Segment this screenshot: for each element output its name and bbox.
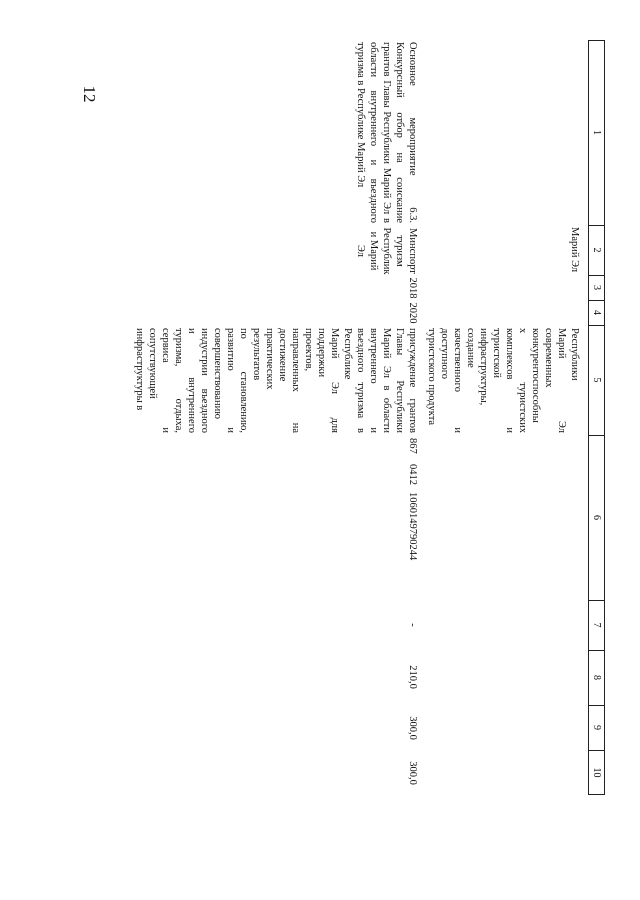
header-col-6: 6 xyxy=(591,515,602,520)
header-col-2: 2 xyxy=(591,247,602,253)
amount-col-9: 300,0 xyxy=(407,716,418,740)
text-line: индустрии въездного xyxy=(199,328,210,433)
text-line: внутреннего и xyxy=(368,328,379,433)
measure-title: Основное мероприятие 6.3. Конкурсный отбор на соискание грантов Главы Республики Марий Эл в области внутреннего и въездного туризма в Республике Марий Эл xyxy=(355,42,418,223)
text-line: туризма, отдыха, xyxy=(173,328,184,433)
header-col-7: 7 xyxy=(591,622,602,628)
page-number: 12 xyxy=(80,85,99,103)
row-top-executor: Марий Эл xyxy=(569,227,580,273)
row-top-description xyxy=(425,328,581,433)
text-line: сопутствующей xyxy=(147,328,158,399)
text-line: доступного xyxy=(439,328,450,379)
text-line: инфраструктуры, xyxy=(478,328,489,406)
header-col-3: 3 xyxy=(591,285,602,290)
text-line: совершенствованию xyxy=(212,328,223,420)
text-line: практических xyxy=(264,328,275,390)
header-divider xyxy=(589,794,604,795)
start-year: 2018 xyxy=(407,277,418,299)
amount-col-7: - xyxy=(407,623,418,627)
text-line: комплексов и xyxy=(504,328,515,433)
column-number-header-row xyxy=(588,40,605,795)
text-line: Марий Эл для xyxy=(329,328,340,433)
text-line: поддержки xyxy=(316,328,327,378)
text-line: сервиса и xyxy=(160,328,171,433)
text-line: качественного и xyxy=(452,328,463,433)
text-line: и внутреннего xyxy=(186,328,197,433)
end-year: 2020 xyxy=(407,302,418,324)
amount-col-10: 300,0 xyxy=(407,761,418,785)
text-line: по становлению, xyxy=(238,328,249,433)
text-line: конкурентоспособны xyxy=(530,328,541,423)
text-line: развитию и xyxy=(225,328,236,433)
header-col-5: 5 xyxy=(591,377,602,383)
amount-col-8: 210,0 xyxy=(407,665,418,689)
text-line: Республики xyxy=(569,328,580,381)
target-article-code: 1060149790244 xyxy=(407,492,418,561)
header-col-8: 8 xyxy=(591,675,602,680)
text-line: результатов xyxy=(251,328,262,381)
section-code: 0412 xyxy=(407,464,418,485)
text-line: достижение xyxy=(277,328,288,382)
text-line: Республике xyxy=(342,328,353,380)
text-line: создание xyxy=(465,328,476,368)
text-line: туристской xyxy=(491,328,502,379)
header-col-1: 1 xyxy=(591,130,602,135)
text-line: направленных на xyxy=(290,328,301,433)
text-line: х туристских xyxy=(517,328,528,433)
text-line: Марий Эл xyxy=(556,328,567,433)
text-line: проектов, xyxy=(303,328,314,372)
expected-result xyxy=(133,328,419,433)
text-line: въездного туризма в xyxy=(355,328,366,433)
text-line: туристского продукта xyxy=(426,328,437,426)
text-line: инфраструктуры в xyxy=(134,328,145,411)
text-line: присуждение грантов xyxy=(407,328,418,433)
budget-table xyxy=(115,40,605,795)
responsible-executor: Минспорт туризм Республики Марий Эл xyxy=(355,227,418,275)
text-line: Марий Эл в области xyxy=(381,328,392,433)
header-col-10: 10 xyxy=(591,767,602,778)
header-col-4: 4 xyxy=(591,310,602,315)
header-col-9: 9 xyxy=(591,725,602,730)
text-line: современных xyxy=(543,328,554,388)
text-line: Главы Республики xyxy=(394,328,405,433)
grbs-code: 867 xyxy=(407,438,418,454)
